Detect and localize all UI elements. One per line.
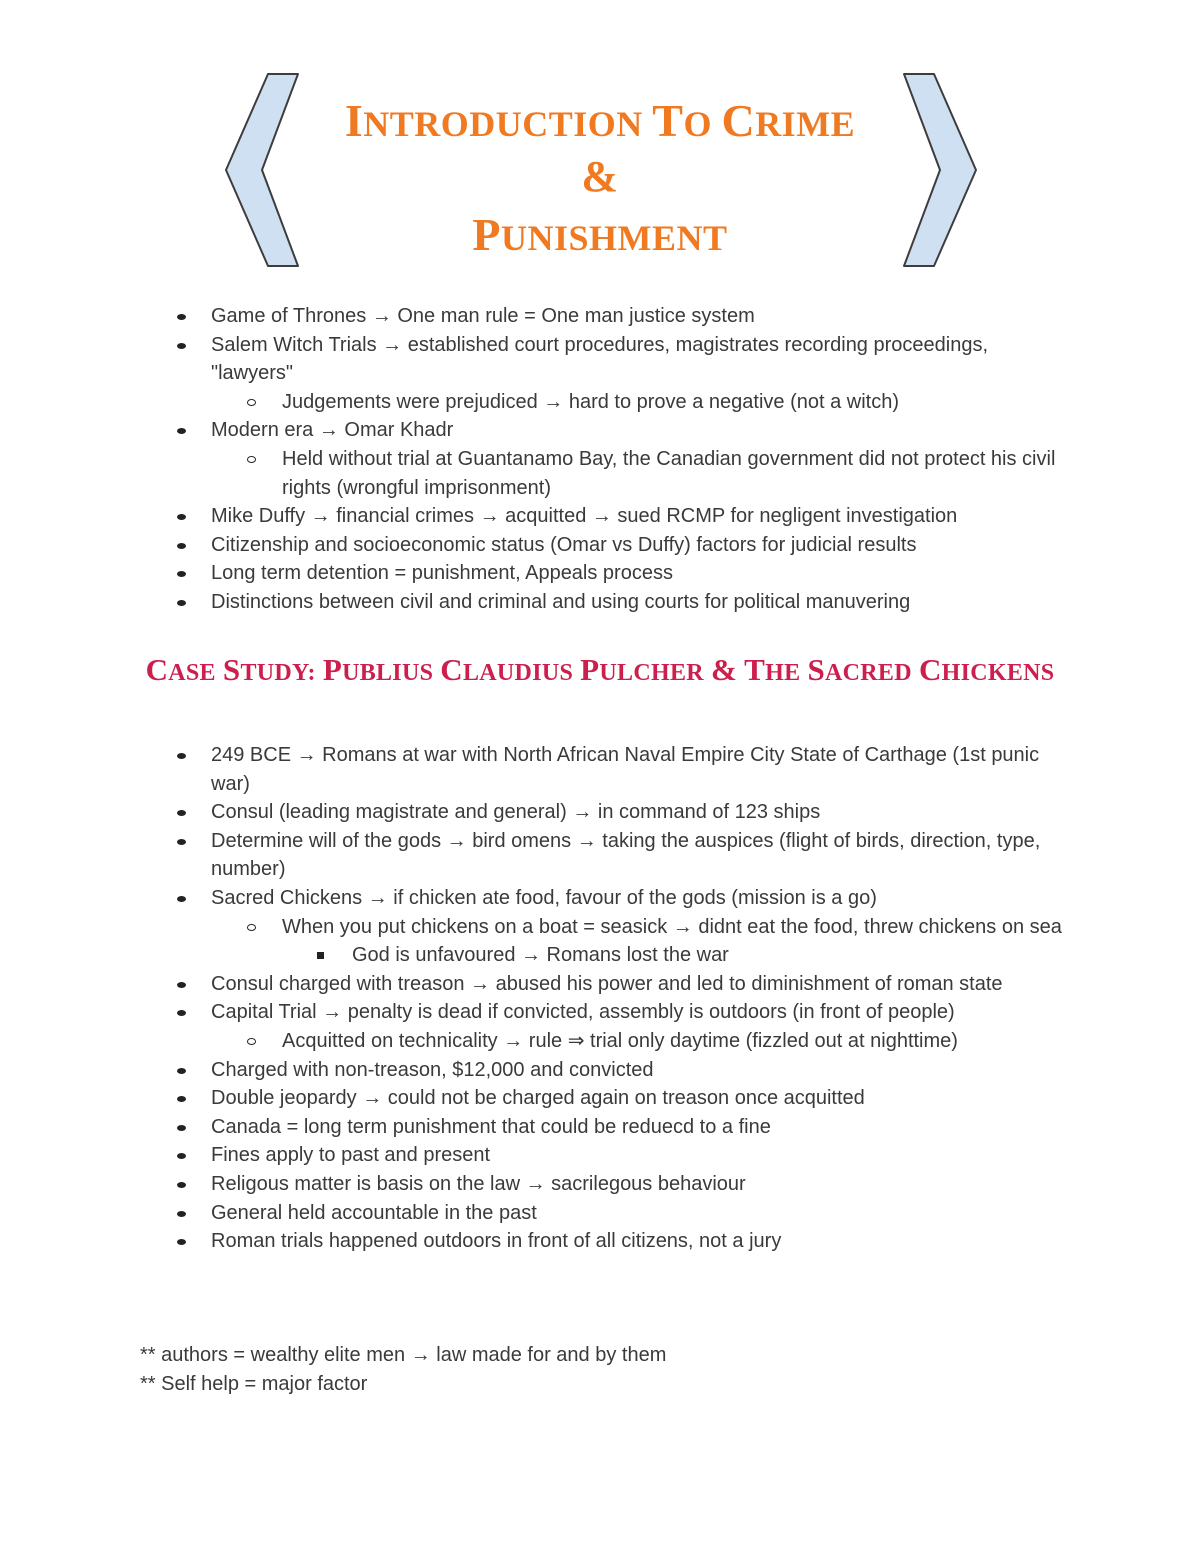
- list-item-text: 249 BCE → Romans at war with North African Naval Empire City State of Carthage (1st punic war): [211, 744, 1040, 795]
- list-item-text: Consul charged with treason → abused his power and led to diminishment of roman state: [211, 972, 1003, 995]
- list-item: [0, 1113, 1061, 1142]
- list-item-text: Canada = long term punishment that could be reduecd to a fine: [211, 1115, 771, 1138]
- list-item: [0, 302, 1061, 331]
- list-item-text: Mike Duffy → financial crimes → acquitted → sued RCMP for negligent investigation: [211, 505, 958, 528]
- square-bullet-icon: [317, 952, 324, 959]
- disc-bullet-icon: [177, 896, 186, 902]
- list-item: [0, 941, 1062, 970]
- disc-bullet-icon: [177, 600, 186, 606]
- case-study-bullet-list: [0, 741, 1200, 1256]
- list-item-text: Capital Trial → penalty is dead if convicted, assembly is outdoors (in front of people): [211, 1001, 955, 1024]
- title-line-1: INTRODUCTION TO CRIME: [344, 95, 856, 146]
- list-item: [0, 1141, 1061, 1170]
- list-item-text: When you put chickens on a boat = seasick → didnt eat the food, threw chickens on sea: [282, 915, 1062, 938]
- disc-bullet-icon: [177, 314, 186, 320]
- list-item: [0, 1170, 1061, 1199]
- circle-bullet-icon: [247, 456, 256, 463]
- disc-bullet-icon: [177, 810, 186, 816]
- intro-bullet-list: [0, 302, 1200, 617]
- disc-bullet-icon: [177, 839, 186, 845]
- disc-bullet-icon: [177, 1239, 186, 1245]
- disc-bullet-icon: [177, 571, 186, 577]
- list-item-text: Judgements were prejudiced → hard to prove a negative (not a witch): [282, 390, 900, 413]
- title-banner: [0, 0, 1200, 290]
- disc-bullet-icon: [177, 543, 186, 549]
- list-item: [0, 1056, 1061, 1085]
- list-item-text: Double jeopardy → could not be charged again on treason once acquitted: [211, 1087, 865, 1110]
- list-item-text: Acquitted on technicality → rule ⇒ trial only daytime (fizzled out at nighttime): [282, 1029, 958, 1052]
- footnote-authors: ** authors = wealthy elite men → law made for and by them: [140, 1344, 667, 1366]
- list-item: [0, 588, 1061, 617]
- disc-bullet-icon: [177, 982, 186, 988]
- list-item: [0, 913, 1062, 942]
- disc-bullet-icon: [177, 1153, 186, 1159]
- footnote-self-help: ** Self help = major factor: [140, 1372, 368, 1395]
- disc-bullet-icon: [177, 343, 186, 349]
- disc-bullet-icon: [177, 1211, 186, 1217]
- list-item-text: Citizenship and socioeconomic status (Omar vs Duffy) factors for judicial results: [211, 533, 917, 556]
- list-item: [0, 1027, 1062, 1056]
- circle-bullet-icon: [247, 399, 256, 406]
- list-item: [0, 416, 1061, 445]
- disc-bullet-icon: [177, 1010, 186, 1016]
- disc-bullet-icon: [177, 428, 186, 434]
- list-item: [0, 559, 1061, 588]
- list-item: [0, 1084, 1061, 1113]
- disc-bullet-icon: [177, 753, 186, 759]
- footnotes: [140, 1341, 1040, 1398]
- list-item-text: Roman trials happened outdoors in front of all citizens, not a jury: [211, 1230, 782, 1253]
- circle-bullet-icon: [247, 924, 256, 931]
- list-item-text: Fines apply to past and present: [211, 1144, 491, 1167]
- list-item-text: Sacred Chickens → if chicken ate food, favour of the gods (mission is a go): [211, 886, 877, 909]
- list-item-text: Long term detention = punishment, Appeals process: [211, 562, 673, 585]
- list-item-text: General held accountable in the past: [211, 1201, 537, 1224]
- list-item-text: Distinctions between civil and criminal and using courts for political manuvering: [211, 590, 911, 613]
- list-item-text: Salem Witch Trials → established court procedures, magistrates recording proceedings, "lawyers": [211, 333, 989, 385]
- list-item: [0, 502, 1061, 531]
- list-item: [0, 1199, 1061, 1228]
- disc-bullet-icon: [177, 514, 186, 520]
- case-study-heading: CASE STUDY: PUBLIUS CLAUDIUS PULCHER & THE SACRED CHICKENS: [145, 652, 1055, 687]
- list-item: [0, 798, 1061, 827]
- disc-bullet-icon: [177, 1125, 186, 1131]
- list-item-text: Held without trial at Guantanamo Bay, the Canadian government did not protect his civil rights (wrongful imprisonment): [282, 447, 1056, 499]
- list-item-text: Determine will of the gods → bird omens → taking the auspices (flight of birds, direction, type, number): [211, 829, 1041, 881]
- list-item: [0, 445, 1062, 502]
- list-item: [0, 331, 1061, 388]
- list-item: [0, 531, 1061, 560]
- list-item-text: Modern era → Omar Khadr: [211, 419, 454, 442]
- list-item: [0, 998, 1061, 1027]
- list-item-text: God is unfavoured → Romans lost the war: [352, 944, 729, 967]
- list-item: [0, 827, 1061, 884]
- right-chevron-decoration: [900, 72, 980, 268]
- list-item-text: Religous matter is basis on the law → sacrilegous behaviour: [211, 1172, 746, 1195]
- disc-bullet-icon: [177, 1182, 186, 1188]
- list-item: [0, 388, 1062, 417]
- disc-bullet-icon: [177, 1096, 186, 1102]
- list-item: [0, 970, 1061, 999]
- list-item-text: Game of Thrones → One man rule = One man justice system: [211, 305, 755, 327]
- list-item: [0, 1227, 1061, 1256]
- title-line-2: &: [581, 152, 619, 201]
- list-item: [0, 741, 1061, 798]
- list-item-text: Consul (leading magistrate and general) → in command of 123 ships: [211, 801, 821, 824]
- list-item: [0, 884, 1061, 913]
- disc-bullet-icon: [177, 1068, 186, 1074]
- list-item-text: Charged with non-treason, $12,000 and convicted: [211, 1058, 654, 1081]
- title-line-3: PUNISHMENT: [472, 209, 728, 260]
- circle-bullet-icon: [247, 1038, 256, 1045]
